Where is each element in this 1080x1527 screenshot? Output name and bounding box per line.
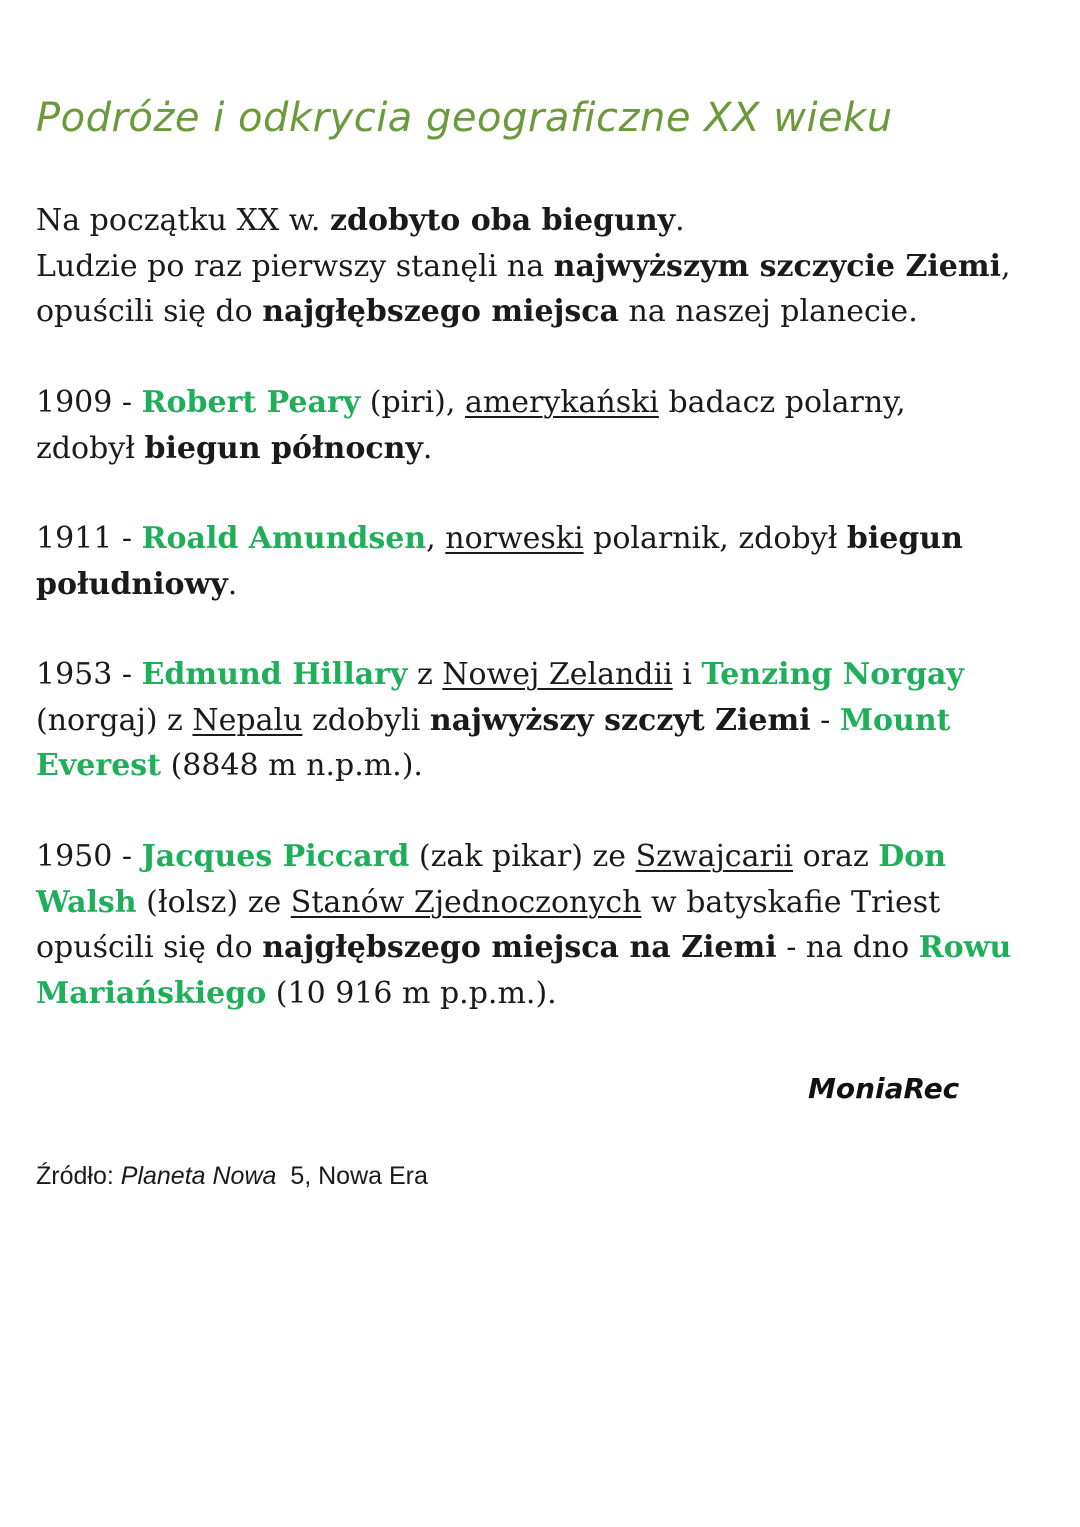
entry-trieste (36, 834, 1011, 1016)
explorer-name: Tenzing Norgay (701, 657, 964, 692)
entry-text: i (672, 657, 702, 692)
entry-amundsen (36, 516, 963, 607)
nationality: amerykański (464, 385, 659, 420)
achievement: najgłębszego miejsca na Ziemi (262, 930, 777, 965)
entry-text: . (227, 566, 238, 602)
entry-text: (10 916 m p.p.m.). (266, 975, 557, 1011)
place-name: Mariańskiego (36, 975, 267, 1011)
entry-text: badacz polarny, (658, 385, 906, 420)
intro-text: . (675, 203, 685, 238)
entry-text: (norgaj) z (36, 702, 193, 738)
nationality: norweski (445, 521, 584, 556)
explorer-name: Robert Peary (141, 385, 361, 420)
page-title: Podróże i odkrycia geograficzne XX wieku (36, 95, 893, 141)
source-note (36, 1159, 428, 1193)
explorer-name: Don (878, 839, 947, 874)
source-rest: 5, Nowa Era (276, 1162, 428, 1190)
intro-text: Na początku XX w. (36, 203, 330, 238)
entry-year: 1909 - (36, 385, 142, 420)
country: Szwajcarii (635, 839, 794, 874)
intro-text: Ludzie po raz pierwszy stanęli na (36, 248, 554, 284)
entry-text: , (426, 521, 446, 556)
entry-year: 1953 - (36, 657, 142, 692)
author-signature: MoniaRec (808, 1072, 960, 1105)
intro-text: na naszej planecie. (619, 294, 918, 329)
entry-text: zdobył (36, 430, 145, 466)
entry-year: 1950 - (36, 839, 142, 874)
entry-text: oraz (793, 839, 879, 874)
source-book: Planeta Nowa (120, 1162, 277, 1190)
entry-text: - na dno (776, 930, 919, 965)
entry-text: (piri), (360, 385, 465, 420)
entry-text: - (810, 702, 840, 738)
intro-paragraph (36, 198, 1011, 335)
intro-bold: najwyższym szczycie Ziemi (553, 248, 1001, 284)
explorer-name: Walsh (36, 884, 137, 920)
entry-text: (8848 m n.p.m.). (161, 748, 423, 783)
achievement: południowy (36, 566, 228, 602)
intro-text: opuścili się do (36, 294, 263, 329)
entry-peary (36, 380, 906, 471)
entry-text: (zak pikar) ze (409, 839, 636, 874)
source-label: Źródło: (36, 1162, 121, 1190)
explorer-name: Jacques Piccard (141, 839, 410, 874)
intro-bold: zdobyto oba bieguny (329, 203, 676, 238)
explorer-name: Roald Amundsen (141, 521, 427, 556)
entry-text: . (422, 430, 433, 466)
entry-text: w batyskafie Triest (641, 884, 941, 920)
place-name: Everest (36, 748, 162, 783)
entry-text: opuścili się do (36, 930, 263, 965)
intro-bold: najgłębszego miejsca (262, 294, 619, 329)
country: Stanów Zjednoczonych (290, 884, 642, 920)
achievement: biegun północny (144, 430, 423, 466)
entry-year: 1911 - (36, 521, 142, 556)
entry-everest (36, 652, 964, 789)
country: Nepalu (192, 702, 303, 738)
achievement: biegun (846, 521, 963, 556)
achievement: najwyższy szczyt Ziemi (429, 702, 811, 738)
entry-text: z (407, 657, 443, 692)
place-name: Rowu (918, 930, 1012, 965)
intro-text: , (1000, 248, 1011, 284)
entry-text: (łolsz) ze (136, 884, 291, 920)
explorer-name: Edmund Hillary (141, 657, 408, 692)
country: Nowej Zelandii (442, 657, 673, 692)
entry-text: polarnik, zdobył (583, 521, 847, 556)
entry-text: zdobyli (302, 702, 430, 738)
place-name: Mount (839, 702, 951, 738)
